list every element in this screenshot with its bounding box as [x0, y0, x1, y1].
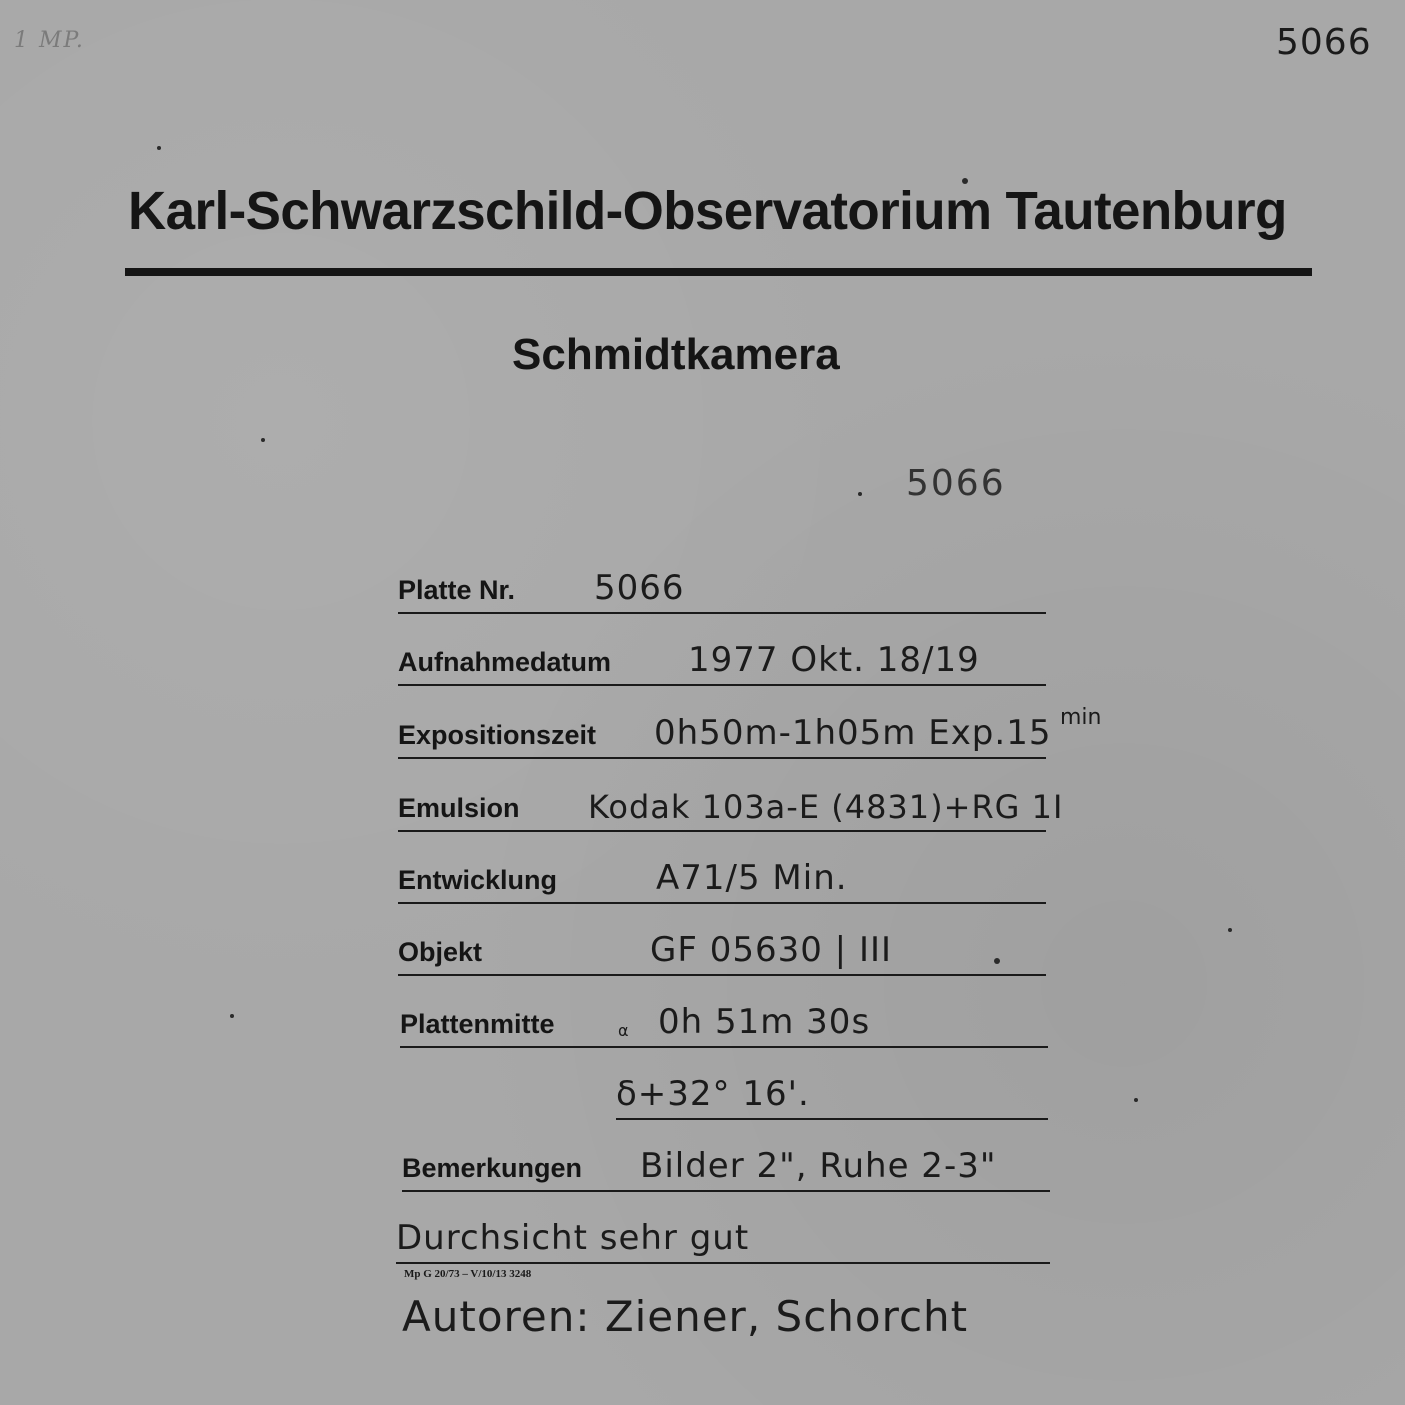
field-label: Aufnahmedatum: [398, 647, 612, 677]
field-value: Bilder 2", Ruhe 2-3": [640, 1146, 997, 1186]
form-print-code: Mp G 20/73 – V/10/13 3248: [404, 1268, 532, 1280]
field-value: GF 05630 | III: [650, 930, 893, 970]
field-bemerkungen-continuation: [396, 1208, 1050, 1258]
field-value: 1977 Okt. 18/19: [688, 640, 980, 680]
ink-speck: [1134, 1098, 1138, 1102]
field-rule: [398, 684, 1046, 686]
field-rule: [396, 1262, 1050, 1264]
field-label: Expositionszeit: [398, 720, 597, 750]
field-rule: [398, 757, 1046, 759]
instrument-subtitle: Schmidtkamera: [512, 330, 840, 379]
title-underline: [125, 268, 1312, 276]
ink-speck: [858, 492, 862, 496]
ink-speck: [261, 438, 265, 442]
field-label: Objekt: [398, 937, 483, 967]
field-emulsion: [398, 776, 1064, 826]
field-rule: [398, 902, 1046, 904]
ink-speck: [230, 1014, 234, 1018]
field-plattenmitte-delta: [616, 1064, 1048, 1114]
field-entwicklung: [398, 848, 1046, 898]
field-aufnahmedatum: [398, 630, 1046, 680]
field-unit: min: [1060, 705, 1102, 730]
field-label: Platte Nr.: [398, 575, 516, 605]
ink-speck: [1228, 928, 1232, 932]
corner-plate-number: 5066: [1276, 22, 1372, 63]
alpha-symbol: α: [618, 1021, 629, 1040]
field-label: Bemerkungen: [402, 1153, 583, 1183]
ink-speck: [157, 146, 161, 150]
field-value: 5066: [594, 568, 685, 608]
authors-note: Autoren: Ziener, Schorcht: [402, 1292, 969, 1341]
field-value: Kodak 103a-E (4831)+RG 1I: [588, 788, 1064, 826]
field-bemerkungen: [402, 1136, 1050, 1186]
field-objekt: [398, 920, 1046, 970]
field-expositionszeit: [398, 703, 1102, 753]
field-rule: [398, 974, 1046, 976]
field-rule: [402, 1190, 1050, 1192]
field-label: Emulsion: [398, 793, 520, 823]
field-rule: [400, 1046, 1048, 1048]
field-value: 0h50m-1h05m Exp.15: [654, 713, 1052, 753]
field-value-delta: δ+32° 16'.: [616, 1074, 810, 1114]
field-value-alpha: 0h 51m 30s: [658, 1002, 871, 1042]
field-rule: [398, 830, 1046, 832]
faint-pencil-note: 1 MP.: [14, 28, 85, 53]
field-value: Durchsicht sehr gut: [396, 1218, 750, 1258]
observatory-title: Karl-Schwarzschild-Observatorium Tautenburg: [128, 181, 1287, 241]
field-label: Entwicklung: [398, 865, 558, 895]
field-platte-nr: [398, 558, 1046, 608]
field-rule: [616, 1118, 1048, 1120]
field-label: Plattenmitte: [400, 1009, 555, 1039]
field-plattenmitte: [400, 992, 1048, 1042]
field-rule: [398, 612, 1046, 614]
handwritten-plate-number: 5066: [906, 463, 1006, 504]
field-value: A71/5 Min.: [656, 858, 848, 898]
